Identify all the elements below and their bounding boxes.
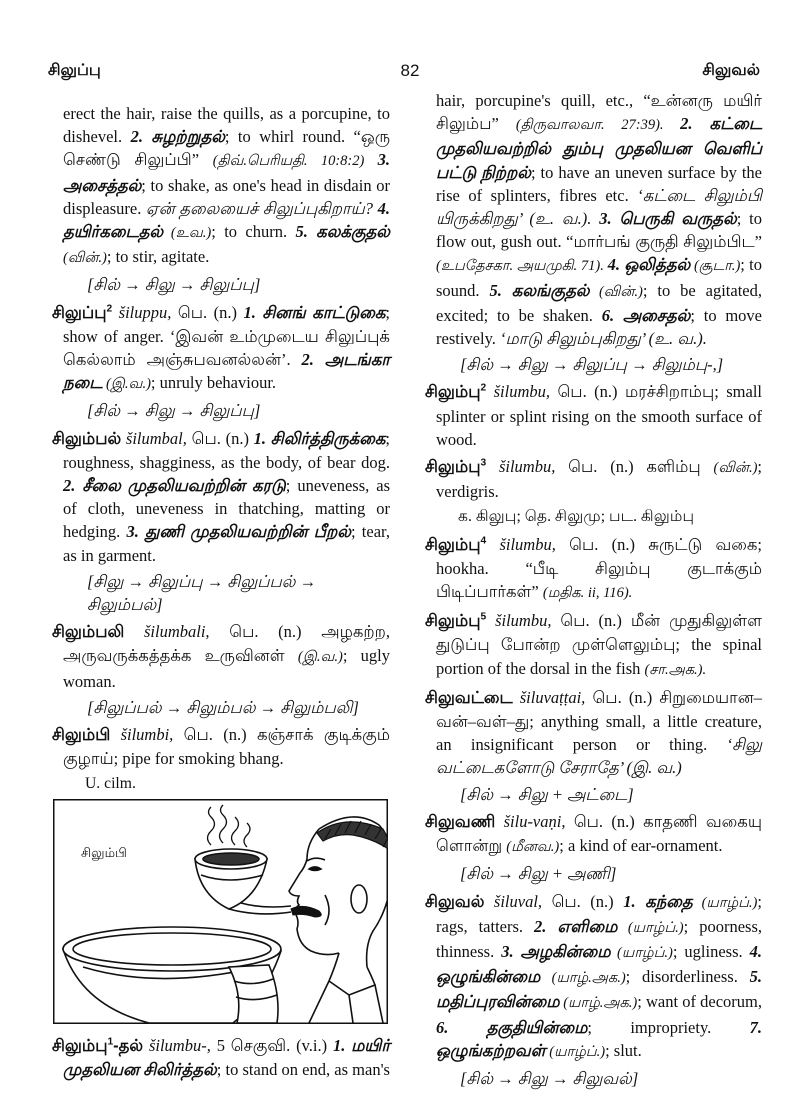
entry-text: ; to be agitated, excited; to be shaken. [436,280,762,325]
source-reference: (இ.வ.) [102,376,151,393]
entry-text: ; to stand on end, as man's [216,1059,390,1079]
eye [309,867,321,871]
source-reference: (உபதேசகா. அயமுகி. 71). [436,258,608,275]
cognates: U. cilm. [85,775,136,793]
numbered-sense: 1. சிலிர்த்திருக்கை [253,428,386,448]
entry-text: 5 செகுவி. (v.i.) [216,1035,333,1055]
headword: சிலும்பல் [52,429,122,448]
numbered-sense: 5. கலங்குதல் [489,280,590,300]
entry-text: பெ. (n.) களிம்பு [568,457,714,477]
headword: சிலும்பு [425,383,481,402]
source-reference: (இ.வ.) [297,649,343,666]
source-reference: (வின்.) [589,283,643,300]
transliteration: šilumbu-, [143,1035,217,1055]
entry-text: பெ. (n.) அழகற்ற, அருவருக்கத்தக்க உருவினள் [63,622,390,666]
headword: சிலும்பு [52,1036,108,1055]
headword: சிலும்பலி [52,623,125,642]
transliteration: šilumbali, [124,622,230,642]
left-column-lower [52,1034,390,1081]
entry-text: ; ugly woman. [63,646,390,691]
entry-text: பெ. (n.) [177,302,244,322]
dictionary-entry [425,890,762,1064]
etymology: [சிலுப்பல் → சிலும்பல் → சிலும்பலி] [87,697,359,717]
numbered-sense: 7. ஒழுங்கற்றவள் [436,1017,762,1060]
entry-text: பெ. (n.) காதணி வகையு ளொன்று [436,811,762,856]
source-reference: (திவ்.பெரியதி. 10:8:2) [212,153,378,170]
entry-text: ; show of anger. ‘இவன் உம்முடைய சிலுப்புக் கெல்லாம் அஞ்சுபவனல்லன்’. [63,302,390,370]
entry-text: ; roughness, shagginess, as the body, of bear dog. [63,428,390,472]
bowl-contents [203,853,259,865]
headword: சிலும்பு [425,612,481,631]
entry-text: ; to stir, agitate. [106,247,210,267]
homonym-number: 4 [480,535,487,547]
numbered-sense: 2. அடங்கா நடை [63,350,390,393]
etymology: [சில் → சிலு → சிலுப்பு] [87,401,261,421]
headword: சிலும்பி [52,726,111,745]
entry-text: ; to have an uneven surface by the rise of splinters, fibres etc. [436,162,763,205]
entry-text: ; to sound. [436,255,762,300]
entry-text: ; to whirl round. “ஒரு செண்டு சிலுப்பி” [63,127,390,170]
homonym-number: 1 [107,1036,114,1048]
source-reference: (யாழ்ப்.) [545,1043,606,1060]
etymology: [சில் → சிலு → சிலுப்பு] [87,275,261,295]
source-reference: (யாழ்ப்.) [617,919,684,936]
transliteration: šiluppu, [112,302,178,322]
etymology: [சில் → சிலு + அணி] [460,864,617,884]
entry-text: பெ. (n.) [551,891,624,911]
usage-example: ஏன் தலையைச் சிலுப்புகிறாய்? [145,198,378,218]
hookah-smoker-illustration [53,799,388,1024]
entry-text: ; unruly behaviour. [150,373,277,393]
entry-text: ; slut. [605,1040,642,1060]
source-reference: (வின்.) [713,460,758,477]
entry-text: ; ugliness. [672,941,750,961]
usage-example: ‘சிலு வட்டைகளோடு சேராதே’ (இ. வ.) [436,735,762,778]
entry-text: பெ. (n.) கஞ்சாக் குடிக்கும் குழாய்; pipe for smoking bhang. [63,725,391,769]
entry-text: பெ. (n.) மரச்சிறாம்பு; small splinter or splint rising on the smooth surface of wood. [436,382,762,449]
numbered-sense: 3. துணி முதலியவற்றின் பீறல் [126,522,351,542]
entry-text: ; impropriety. [587,1017,750,1037]
headword: சிலும்பு [425,535,481,554]
illustration [53,799,388,1024]
transliteration: šilumbu, [486,382,558,402]
homonym-number: 5 [480,611,487,623]
numbered-sense: 4. தயிர்கடைதல் [63,198,390,242]
homonym-number: 2 [480,382,487,394]
headword: சிலுப்பு [52,303,107,322]
headword: சிலும்பு [425,458,481,477]
transliteration: šilu-vaṇi, [495,811,574,831]
numbered-sense: 5. மதிப்புரவின்மை [436,967,762,1012]
entry-text: hair, porcupine's quill, etc., “உன்னரு மயிர் சிலும்ப” [436,91,762,134]
dictionary-entry [52,1034,390,1081]
transliteration: šilumbi, [110,725,184,745]
usage-example: ‘மாடு சிலும்புகிறது’ (உ. வ.). [500,329,707,349]
etymology: [சில் → சிலு + அட்டை] [460,784,634,804]
left-column [52,102,390,1081]
entry-text: erect the hair, raise the quills, as a porcupine, to dishevel. [63,104,390,147]
homonym-number: 2 [106,303,113,315]
numbered-sense: 2. சுழற்றுதல் [130,127,225,147]
source-reference: (யாழ்.அக.) [559,995,638,1012]
dictionary-entry [425,533,762,606]
numbered-sense: 1. சினங் காட்டுகை [243,302,386,322]
dictionary-entry [52,427,390,567]
numbered-sense: 3. பெருகி வருதல் [599,209,737,229]
right-column-body [425,89,762,1090]
entry-text: ; to move restively. [436,305,763,349]
figure-label: சிலும்பி [81,844,127,860]
numbered-sense: 4. ஒலித்தல் [607,255,691,275]
entry-text: பெ. (n.) சுருட்டு வகை; hookha. “பீடி சிலும்பு குடாக்கும் பிடிப்பார்கள்” [436,534,762,602]
source-reference: (சா.அக.). [644,661,707,678]
numbered-sense: 3. அசைத்தல் [63,150,390,195]
numbered-sense: 2. கட்டை முதலியவற்றில் தும்பு முதலியன வெளிப் பட்டு நிற்றல் [436,114,762,182]
continued-definition [425,89,762,350]
entry-text: பெ. (n.) [191,428,254,448]
running-head-first-word: சிலுப்பு [48,62,101,79]
entry-text: ; tear, as in garment. [63,522,390,565]
usage-example: ‘கட்டை சிலும்பி யிருக்கிறது’ (உ. வ.). [436,185,762,229]
cognates: க. கிலுபு; தெ. சிலுமு; பட. கிலும்பு [458,508,695,526]
numbered-sense: 2. சீலை முதலியவற்றின் கரடு [63,476,286,496]
numbered-sense: 6. தகுதியின்மை [436,1017,588,1037]
numbered-sense: 3. அழகின்மை [501,941,611,961]
source-reference: (சூடா.) [690,258,741,275]
source-reference: (யாழ்ப்.) [692,894,758,911]
dictionary-entry [425,455,762,503]
entry-text: ; poorness, thinness. [436,916,762,961]
numbered-sense: 4. ஒழுங்கின்மை [436,941,762,987]
transliteration: šilumbal, [121,428,192,448]
entry-text: ; to shake, as one's head in disdain or displeasure. [63,175,390,218]
entry-text: ; verdigris. [436,457,762,502]
source-reference: (யாழ்ப்.) [610,944,673,961]
entry-text: ; to flow out, gush out. “மார்பங் குருதி சிலும்பிட” [436,209,762,252]
transliteration: šilumbu, [486,534,570,554]
headword: சிலுவணி [425,812,496,831]
headword: -தல் [113,1036,144,1055]
transliteration: šiluval, [484,891,552,911]
source-reference: (மதிக. ii, 116). [542,585,633,602]
dictionary-entry [425,686,762,780]
dictionary-entry [52,620,390,693]
etymology: [சில் → சிலு → சிலுவல்] [460,1068,639,1088]
running-head-last-word: சிலுவல் [702,62,760,79]
etymology: [சில் → சிலு → சிலுப்பு → சிலும்பு-,] [460,355,724,375]
entry-text: பெ. (n.) மீன் முதுகிலுள்ள துடுப்பு போன்ற முள்ளெலும்பு; the spinal portion of the dorsal in the fish [436,611,762,678]
entry-text: ; to churn. [211,222,296,242]
page-number: 82 [400,61,420,80]
transliteration: šilumbu, [486,457,569,477]
dictionary-entry [425,380,762,451]
left-column-upper [52,102,390,796]
entry-text: பெ. (n.) சிறுமையான–வன்–வள்–து; anything small, a little creature, an insignificant person or thing. [436,687,762,755]
source-reference: (மீனவ.) [506,839,560,856]
headword: சிலுவல் [425,892,485,911]
numbered-sense: 1. மயிர் முதலியன சிலிர்த்தல் [63,1035,390,1079]
entry-text: ; rags, tatters. [436,891,762,936]
entry-text: ; a kind of ear-ornament. [559,836,723,856]
dictionary-entry [52,723,390,770]
source-reference: (யாழ்.அக.) [540,970,626,987]
source-reference: (உவ.) [163,225,212,242]
numbered-sense: 5. கலக்குதல் [295,222,390,242]
entry-text: ; want of decorum, [637,992,762,1012]
numbered-sense: 2. எளிமை [534,916,618,936]
dictionary-entry [425,609,762,682]
continued-definition [52,102,390,270]
etymology: [சிலு → சிலுப்பு → சிலுப்பல் → சிலும்பல்] [87,571,317,615]
headword: சிலுவட்டை [425,688,513,707]
transliteration: šiluvaṭṭai, [512,687,593,707]
transliteration: šilumbu, [486,611,561,631]
right-column [425,89,762,1093]
entry-text: ; uneveness, as of cloth, uneveness in thatching, matting or hedging. [63,476,390,542]
source-reference: (திருவாலவா. 27:39). [515,117,681,134]
numbered-sense: 1. கந்தை [623,891,693,911]
dictionary-entry [425,810,762,859]
numbered-sense: 6. அசைதல் [601,305,691,325]
dictionary-entry [52,301,390,397]
entry-text: ; disorderliness. [625,967,750,987]
homonym-number: 3 [480,457,487,469]
source-reference: (வின்.) [63,250,107,267]
